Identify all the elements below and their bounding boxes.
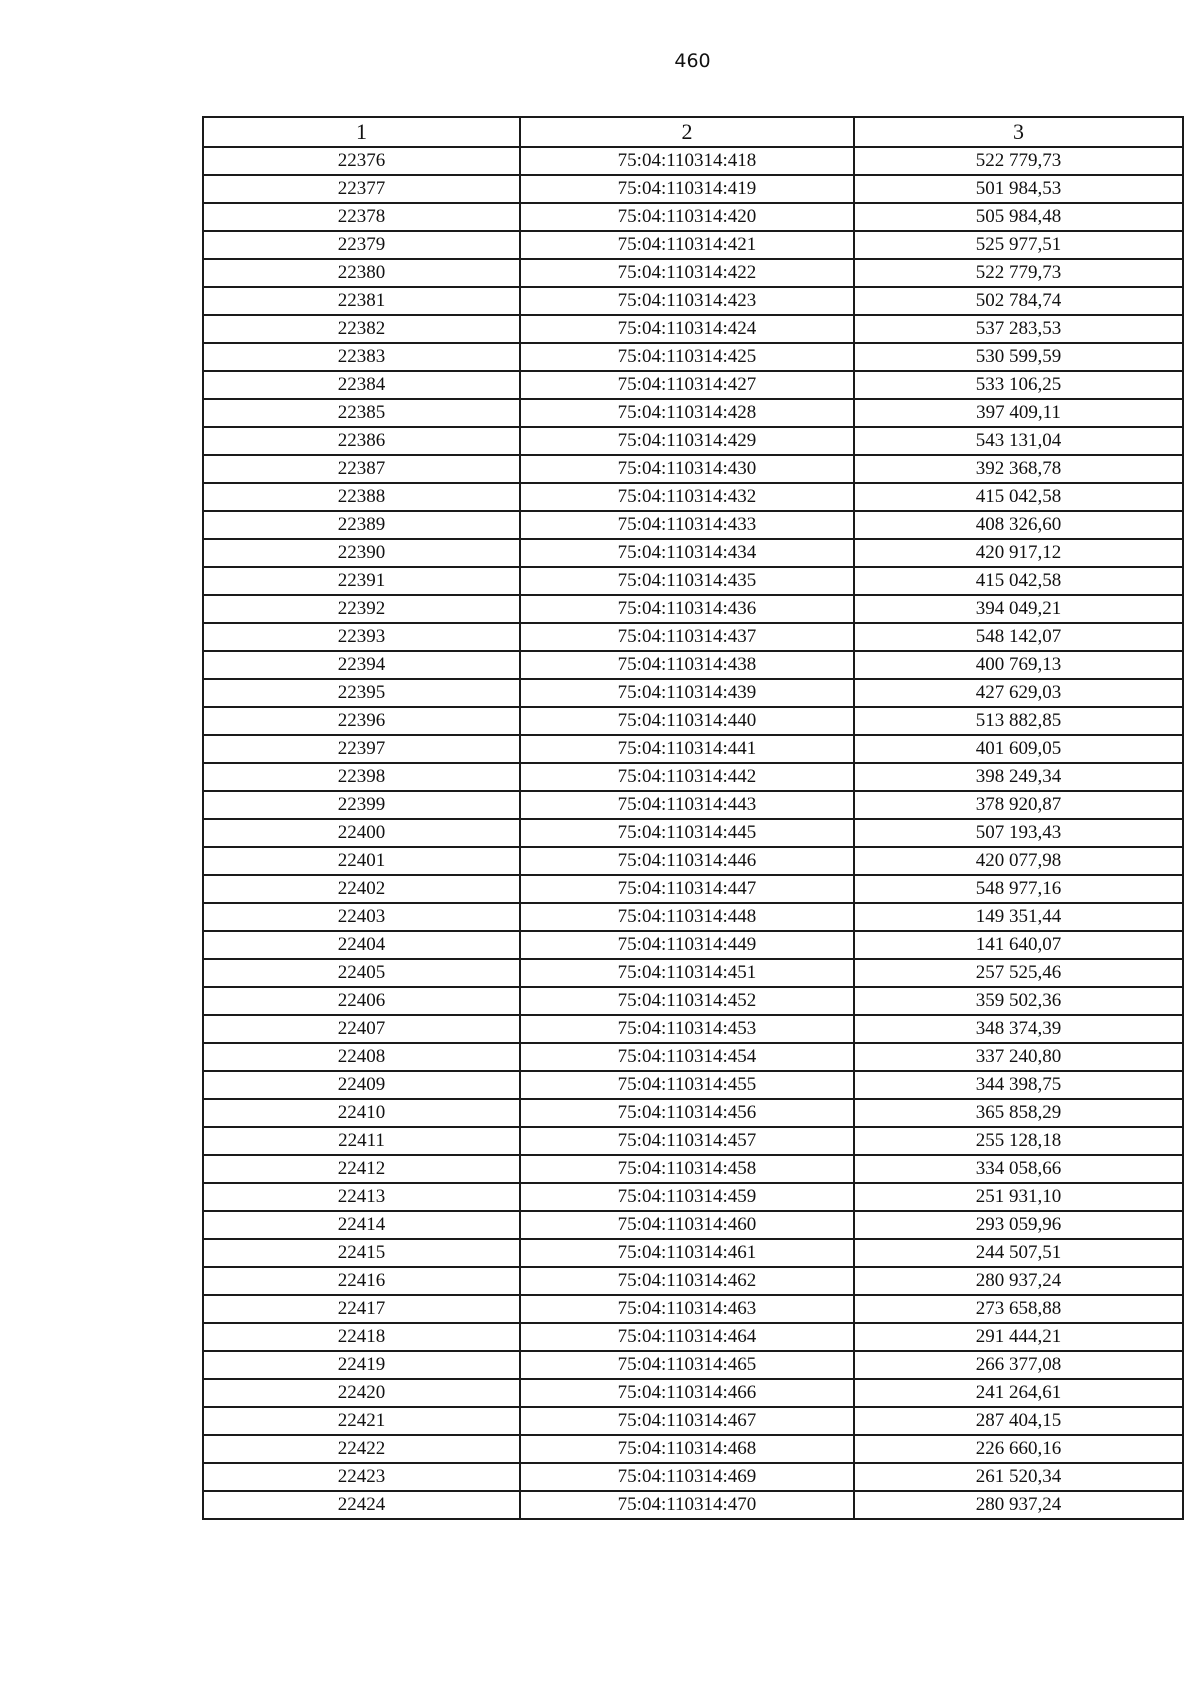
row-number-cell: 22395 [203,679,520,707]
cadastral-number-cell: 75:04:110314:436 [520,595,854,623]
table-row [203,1295,1183,1323]
row-number-cell: 22422 [203,1435,520,1463]
header-row [203,117,1183,147]
cadastral-number-cell: 75:04:110314:462 [520,1267,854,1295]
cadastral-number-cell: 75:04:110314:427 [520,371,854,399]
row-number-cell: 22376 [203,147,520,175]
cadastral-number-cell: 75:04:110314:437 [520,623,854,651]
row-number-cell: 22418 [203,1323,520,1351]
table-row [203,1183,1183,1211]
table-row [203,595,1183,623]
value-cell: 507 193,43 [854,819,1183,847]
value-cell: 543 131,04 [854,427,1183,455]
value-cell: 273 658,88 [854,1295,1183,1323]
cadastral-number-cell: 75:04:110314:425 [520,343,854,371]
cadastral-number-cell: 75:04:110314:455 [520,1071,854,1099]
row-number-cell: 22403 [203,903,520,931]
value-cell: 365 858,29 [854,1099,1183,1127]
table-row [203,231,1183,259]
row-number-cell: 22392 [203,595,520,623]
table-row [203,931,1183,959]
row-number-cell: 22396 [203,707,520,735]
cadastral-number-cell: 75:04:110314:467 [520,1407,854,1435]
cadastral-number-cell: 75:04:110314:470 [520,1491,854,1519]
row-number-cell: 22384 [203,371,520,399]
value-cell: 398 249,34 [854,763,1183,791]
cadastral-number-cell: 75:04:110314:464 [520,1323,854,1351]
row-number-cell: 22416 [203,1267,520,1295]
row-number-cell: 22388 [203,483,520,511]
table-row [203,539,1183,567]
table-row [203,1407,1183,1435]
value-cell: 420 077,98 [854,847,1183,875]
row-number-cell: 22381 [203,287,520,315]
cadastral-number-cell: 75:04:110314:432 [520,483,854,511]
cadastral-number-cell: 75:04:110314:466 [520,1379,854,1407]
cadastral-number-cell: 75:04:110314:453 [520,1015,854,1043]
table-row [203,203,1183,231]
row-number-cell: 22399 [203,791,520,819]
table-row [203,1267,1183,1295]
value-cell: 522 779,73 [854,147,1183,175]
value-cell: 501 984,53 [854,175,1183,203]
page-number: 460 [674,50,711,72]
value-cell: 244 507,51 [854,1239,1183,1267]
cadastral-number-cell: 75:04:110314:438 [520,651,854,679]
value-cell: 257 525,46 [854,959,1183,987]
table-row [203,315,1183,343]
table-row [203,1127,1183,1155]
cadastral-number-cell: 75:04:110314:435 [520,567,854,595]
value-cell: 530 599,59 [854,343,1183,371]
cadastral-number-cell: 75:04:110314:422 [520,259,854,287]
value-cell: 287 404,15 [854,1407,1183,1435]
table-row [203,1211,1183,1239]
value-cell: 241 264,61 [854,1379,1183,1407]
value-cell: 337 240,80 [854,1043,1183,1071]
table-row [203,819,1183,847]
value-cell: 293 059,96 [854,1211,1183,1239]
cadastral-number-cell: 75:04:110314:460 [520,1211,854,1239]
table-row [203,651,1183,679]
value-cell: 548 142,07 [854,623,1183,651]
value-cell: 548 977,16 [854,875,1183,903]
cadastral-number-cell: 75:04:110314:439 [520,679,854,707]
value-cell: 149 351,44 [854,903,1183,931]
cadastral-number-cell: 75:04:110314:457 [520,1127,854,1155]
data-table [202,116,1184,1520]
table-row [203,875,1183,903]
column-header-3: 3 [854,117,1183,147]
row-number-cell: 22413 [203,1183,520,1211]
table-row [203,1155,1183,1183]
table-row [203,427,1183,455]
row-number-cell: 22415 [203,1239,520,1267]
table-row [203,1015,1183,1043]
row-number-cell: 22377 [203,175,520,203]
cadastral-number-cell: 75:04:110314:448 [520,903,854,931]
row-number-cell: 22398 [203,763,520,791]
row-number-cell: 22380 [203,259,520,287]
cadastral-number-cell: 75:04:110314:463 [520,1295,854,1323]
table-row [203,287,1183,315]
value-cell: 537 283,53 [854,315,1183,343]
row-number-cell: 22404 [203,931,520,959]
cadastral-number-cell: 75:04:110314:461 [520,1239,854,1267]
value-cell: 378 920,87 [854,791,1183,819]
cadastral-number-cell: 75:04:110314:468 [520,1435,854,1463]
cadastral-number-cell: 75:04:110314:442 [520,763,854,791]
row-number-cell: 22382 [203,315,520,343]
row-number-cell: 22419 [203,1351,520,1379]
value-cell: 226 660,16 [854,1435,1183,1463]
table-row [203,175,1183,203]
table-row [203,707,1183,735]
value-cell: 533 106,25 [854,371,1183,399]
table-row [203,679,1183,707]
value-cell: 525 977,51 [854,231,1183,259]
table-row [203,1043,1183,1071]
column-header-1: 1 [203,117,520,147]
value-cell: 415 042,58 [854,567,1183,595]
table-row [203,1379,1183,1407]
table-row [203,455,1183,483]
table-header [203,117,1183,147]
cadastral-number-cell: 75:04:110314:443 [520,791,854,819]
table-row [203,987,1183,1015]
table-row [203,1491,1183,1519]
cadastral-number-cell: 75:04:110314:419 [520,175,854,203]
value-cell: 348 374,39 [854,1015,1183,1043]
cadastral-number-cell: 75:04:110314:459 [520,1183,854,1211]
row-number-cell: 22397 [203,735,520,763]
cadastral-number-cell: 75:04:110314:434 [520,539,854,567]
row-number-cell: 22401 [203,847,520,875]
value-cell: 255 128,18 [854,1127,1183,1155]
value-cell: 502 784,74 [854,287,1183,315]
table-row [203,343,1183,371]
cadastral-number-cell: 75:04:110314:430 [520,455,854,483]
row-number-cell: 22424 [203,1491,520,1519]
cadastral-number-cell: 75:04:110314:428 [520,399,854,427]
table-row [203,623,1183,651]
value-cell: 513 882,85 [854,707,1183,735]
table-row [203,791,1183,819]
cadastral-number-cell: 75:04:110314:424 [520,315,854,343]
row-number-cell: 22417 [203,1295,520,1323]
value-cell: 505 984,48 [854,203,1183,231]
value-cell: 359 502,36 [854,987,1183,1015]
cadastral-number-cell: 75:04:110314:423 [520,287,854,315]
value-cell: 291 444,21 [854,1323,1183,1351]
value-cell: 334 058,66 [854,1155,1183,1183]
cadastral-number-cell: 75:04:110314:433 [520,511,854,539]
cadastral-number-cell: 75:04:110314:452 [520,987,854,1015]
row-number-cell: 22391 [203,567,520,595]
value-cell: 420 917,12 [854,539,1183,567]
value-cell: 280 937,24 [854,1267,1183,1295]
row-number-cell: 22420 [203,1379,520,1407]
row-number-cell: 22383 [203,343,520,371]
cadastral-number-cell: 75:04:110314:420 [520,203,854,231]
cadastral-number-cell: 75:04:110314:441 [520,735,854,763]
value-cell: 251 931,10 [854,1183,1183,1211]
table-row [203,903,1183,931]
value-cell: 266 377,08 [854,1351,1183,1379]
table-row [203,511,1183,539]
value-cell: 344 398,75 [854,1071,1183,1099]
cadastral-number-cell: 75:04:110314:421 [520,231,854,259]
cadastral-number-cell: 75:04:110314:447 [520,875,854,903]
row-number-cell: 22385 [203,399,520,427]
cadastral-number-cell: 75:04:110314:446 [520,847,854,875]
row-number-cell: 22408 [203,1043,520,1071]
row-number-cell: 22414 [203,1211,520,1239]
row-number-cell: 22379 [203,231,520,259]
row-number-cell: 22412 [203,1155,520,1183]
cadastral-number-cell: 75:04:110314:469 [520,1463,854,1491]
row-number-cell: 22390 [203,539,520,567]
value-cell: 141 640,07 [854,931,1183,959]
row-number-cell: 22407 [203,1015,520,1043]
cadastral-number-cell: 75:04:110314:418 [520,147,854,175]
value-cell: 397 409,11 [854,399,1183,427]
cadastral-number-cell: 75:04:110314:456 [520,1099,854,1127]
value-cell: 522 779,73 [854,259,1183,287]
table-row [203,567,1183,595]
row-number-cell: 22393 [203,623,520,651]
table-row [203,735,1183,763]
value-cell: 280 937,24 [854,1491,1183,1519]
value-cell: 400 769,13 [854,651,1183,679]
cadastral-number-cell: 75:04:110314:445 [520,819,854,847]
table-row [203,483,1183,511]
table-row [203,1351,1183,1379]
value-cell: 401 609,05 [854,735,1183,763]
table-row [203,1071,1183,1099]
table-row [203,371,1183,399]
row-number-cell: 22421 [203,1407,520,1435]
cadastral-number-cell: 75:04:110314:449 [520,931,854,959]
cadastral-number-cell: 75:04:110314:458 [520,1155,854,1183]
table-row [203,763,1183,791]
value-cell: 394 049,21 [854,595,1183,623]
table-row [203,259,1183,287]
value-cell: 408 326,60 [854,511,1183,539]
value-cell: 392 368,78 [854,455,1183,483]
cadastral-number-cell: 75:04:110314:429 [520,427,854,455]
cadastral-number-cell: 75:04:110314:440 [520,707,854,735]
cadastral-number-cell: 75:04:110314:454 [520,1043,854,1071]
table-row [203,1463,1183,1491]
table-row [203,1099,1183,1127]
table-row [203,959,1183,987]
value-cell: 415 042,58 [854,483,1183,511]
value-cell: 427 629,03 [854,679,1183,707]
row-number-cell: 22411 [203,1127,520,1155]
table-row [203,399,1183,427]
column-header-2: 2 [520,117,854,147]
cadastral-number-cell: 75:04:110314:465 [520,1351,854,1379]
row-number-cell: 22423 [203,1463,520,1491]
table-row [203,1239,1183,1267]
row-number-cell: 22386 [203,427,520,455]
row-number-cell: 22410 [203,1099,520,1127]
table-row [203,1435,1183,1463]
row-number-cell: 22409 [203,1071,520,1099]
row-number-cell: 22389 [203,511,520,539]
table-row [203,147,1183,175]
row-number-cell: 22406 [203,987,520,1015]
row-number-cell: 22378 [203,203,520,231]
table-row [203,1323,1183,1351]
row-number-cell: 22400 [203,819,520,847]
table-row [203,847,1183,875]
row-number-cell: 22405 [203,959,520,987]
row-number-cell: 22387 [203,455,520,483]
cadastral-number-cell: 75:04:110314:451 [520,959,854,987]
table-body [203,147,1183,1519]
row-number-cell: 22394 [203,651,520,679]
value-cell: 261 520,34 [854,1463,1183,1491]
row-number-cell: 22402 [203,875,520,903]
